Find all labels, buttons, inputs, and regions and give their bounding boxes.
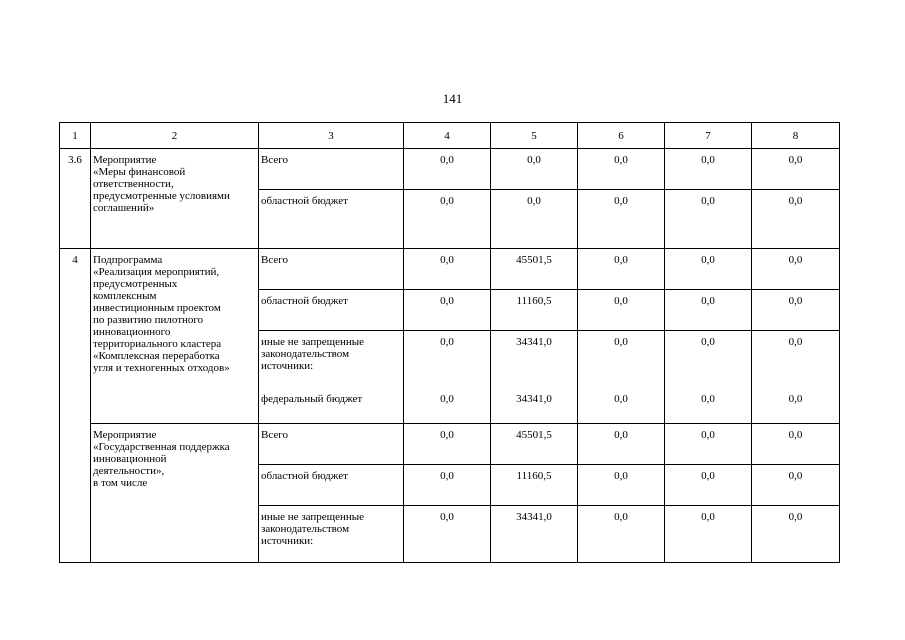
funding-source — [259, 506, 404, 563]
value-cell: 0,0 — [578, 190, 665, 249]
value-cell: 0,0 — [665, 149, 752, 190]
table-header-row — [60, 123, 840, 149]
value-cell: 0,0 — [404, 190, 491, 249]
value-cell: 0,0 — [752, 506, 840, 563]
name-line: инновационной — [93, 453, 167, 465]
value-cell: 0,0 — [752, 388, 840, 424]
value-cell: 0,0 — [752, 331, 840, 388]
funding-source: Всего — [259, 249, 404, 290]
value-cell: 0,0 — [665, 290, 752, 331]
value-cell: 0,0 — [578, 331, 665, 388]
name-line: деятельности», — [93, 465, 165, 477]
header-cell: 2 — [91, 123, 259, 149]
header-cell: 4 — [404, 123, 491, 149]
source-line: источники: — [261, 535, 314, 547]
funding-source: Всего — [259, 424, 404, 465]
name-line: «Реализация мероприятий, — [93, 266, 220, 278]
value-cell: 0,0 — [578, 149, 665, 190]
name-line: Мероприятие — [93, 154, 157, 166]
funding-source: федеральный бюджет — [259, 388, 404, 424]
funding-source: областной бюджет — [259, 190, 404, 249]
name-line: инновационного — [93, 326, 171, 338]
value-cell: 34341,0 — [491, 331, 578, 388]
value-cell: 0,0 — [578, 424, 665, 465]
value-cell: 0,0 — [578, 290, 665, 331]
value-cell: 0,0 — [752, 290, 840, 331]
name-line: угля и техногенных отходов» — [93, 362, 230, 374]
value-cell: 0,0 — [665, 506, 752, 563]
value-cell: 0,0 — [404, 424, 491, 465]
header-cell: 1 — [60, 123, 91, 149]
name-line: соглашений» — [93, 202, 155, 214]
header-cell: 5 — [491, 123, 578, 149]
name-line: в том числе — [93, 477, 148, 489]
value-cell: 0,0 — [404, 249, 491, 290]
value-cell: 0,0 — [752, 149, 840, 190]
budget-table — [59, 122, 840, 563]
value-cell: 0,0 — [665, 249, 752, 290]
name-line: по развитию пилотного — [93, 314, 204, 326]
table-row — [60, 424, 840, 465]
source-line: иные не запрещенные — [261, 336, 365, 348]
value-cell: 0,0 — [404, 388, 491, 424]
name-line: инвестиционным проектом — [93, 302, 221, 314]
value-cell: 0,0 — [752, 465, 840, 506]
source-line: источники: — [261, 360, 314, 372]
value-cell: 45501,5 — [491, 249, 578, 290]
header-cell: 7 — [665, 123, 752, 149]
name-line: Мероприятие — [93, 429, 157, 441]
source-line: законодательством — [261, 348, 350, 360]
value-cell: 0,0 — [491, 149, 578, 190]
name-line: Подпрограмма — [93, 254, 163, 266]
value-cell: 0,0 — [665, 331, 752, 388]
value-cell: 0,0 — [752, 424, 840, 465]
value-cell: 45501,5 — [491, 424, 578, 465]
name-line: «Государственная поддержка — [93, 441, 230, 453]
name-line: «Комплексная переработка — [93, 350, 220, 362]
value-cell: 0,0 — [665, 388, 752, 424]
value-cell: 0,0 — [578, 465, 665, 506]
value-cell: 34341,0 — [491, 388, 578, 424]
value-cell: 11160,5 — [491, 465, 578, 506]
value-cell: 0,0 — [665, 465, 752, 506]
source-line: иные не запрещенные — [261, 511, 365, 523]
funding-source: областной бюджет — [259, 465, 404, 506]
funding-source: областной бюджет — [259, 290, 404, 331]
row-name — [91, 424, 259, 563]
table-row — [60, 249, 840, 290]
funding-source: Всего — [259, 149, 404, 190]
source-line: законодательством — [261, 523, 350, 535]
funding-source — [259, 331, 404, 388]
value-cell: 0,0 — [491, 190, 578, 249]
value-cell: 0,0 — [404, 331, 491, 388]
value-cell: 0,0 — [404, 149, 491, 190]
value-cell: 11160,5 — [491, 290, 578, 331]
row-name — [91, 249, 259, 424]
value-cell: 0,0 — [752, 190, 840, 249]
row-name — [91, 149, 259, 249]
value-cell: 34341,0 — [491, 506, 578, 563]
value-cell: 0,0 — [665, 190, 752, 249]
value-cell: 0,0 — [578, 388, 665, 424]
header-cell: 8 — [752, 123, 840, 149]
value-cell: 0,0 — [404, 506, 491, 563]
value-cell: 0,0 — [578, 506, 665, 563]
name-line: территориального кластера — [93, 338, 222, 350]
row-number: 4 — [60, 249, 91, 563]
value-cell: 0,0 — [578, 249, 665, 290]
value-cell: 0,0 — [665, 424, 752, 465]
name-line: ответственности, — [93, 178, 174, 190]
value-cell: 0,0 — [404, 290, 491, 331]
row-number: 3.6 — [60, 149, 91, 249]
name-line: предусмотренных — [93, 278, 178, 290]
header-cell: 3 — [259, 123, 404, 149]
name-line: предусмотренные условиями — [93, 190, 230, 202]
name-line: «Меры финансовой — [93, 166, 186, 178]
header-cell: 6 — [578, 123, 665, 149]
name-line: комплексным — [93, 290, 157, 302]
value-cell: 0,0 — [404, 465, 491, 506]
page-number: 141 — [442, 91, 463, 106]
value-cell: 0,0 — [752, 249, 840, 290]
table-row — [60, 149, 840, 190]
